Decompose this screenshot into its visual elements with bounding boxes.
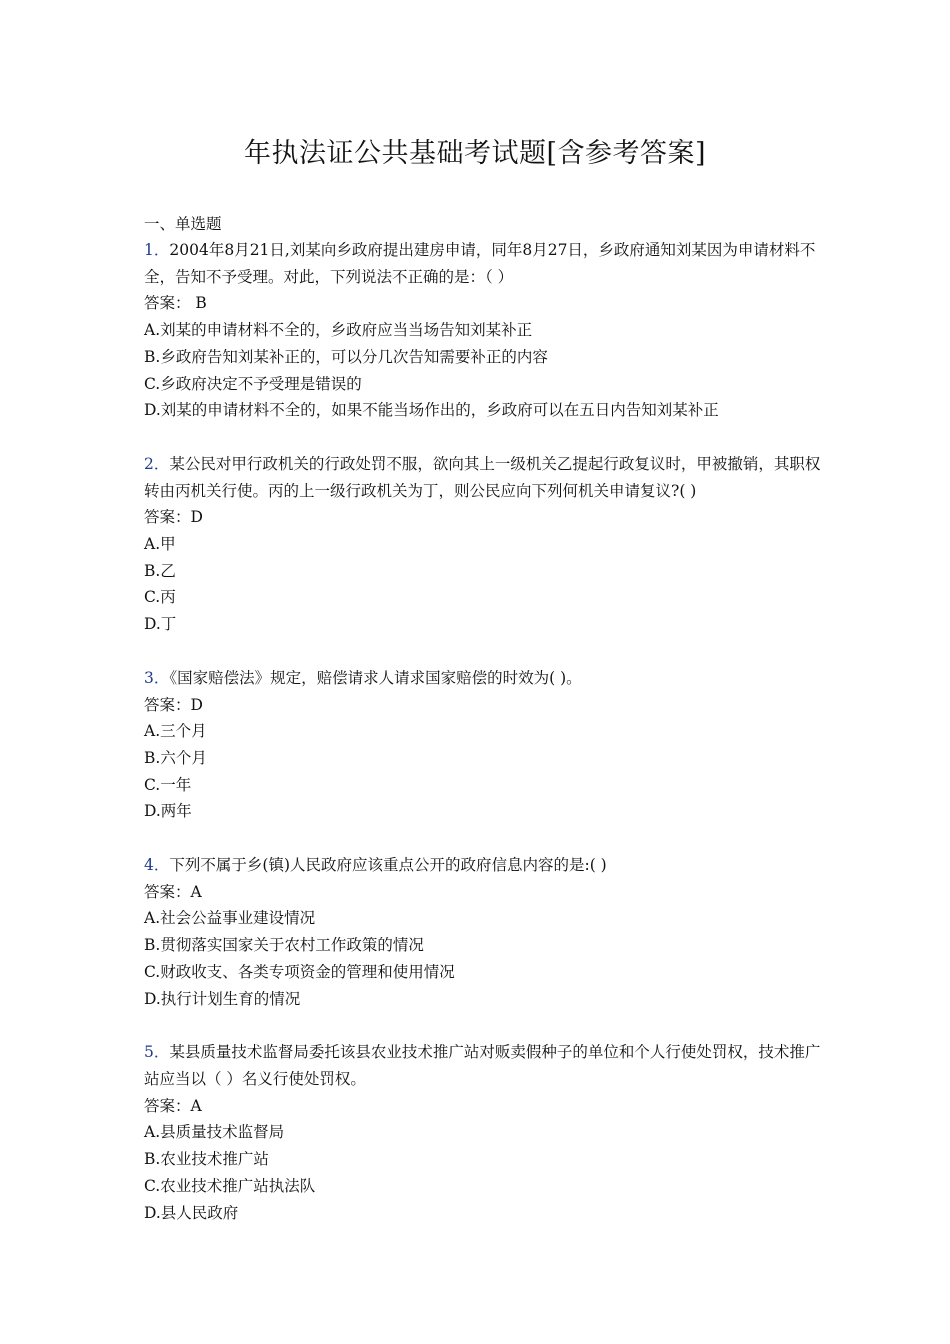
option-a: A.刘某的申请材料不全的，乡政府应当当场告知刘某补正 [144, 321, 533, 340]
section-heading: 一、单选题 [144, 215, 222, 233]
question-1 [144, 237, 824, 424]
question-number: 1． [144, 241, 170, 259]
question-number: 4． [144, 856, 170, 875]
option-d: D.丁 [144, 615, 177, 634]
question-text: 某公民对甲行政机关的行政处罚不服，欲向其上一级机关乙提起行政复议时，甲被撤销，其职权转由丙机关行使。丙的上一级行政机关为丁，则公民应向下列何机关申请复议?( ) [144, 454, 821, 500]
question-3 [144, 665, 824, 825]
answer-line: 答案：D [144, 508, 203, 527]
option-c: C.乡政府决定不予受理是错误的 [144, 374, 362, 393]
question-stem [144, 1039, 824, 1092]
answer-line: 答案：A [144, 882, 202, 901]
question-text: 某县质量技术监督局委托该县农业技术推广站对贩卖假种子的单位和个人行使处罚权，技术推广站应当以（ ）名义行使处罚权。 [144, 1043, 821, 1088]
question-number: 3． [144, 668, 170, 687]
question-stem [144, 852, 824, 879]
option-c: C.一年 [144, 775, 192, 794]
question-stem [144, 451, 824, 504]
option-a: A.县质量技术监督局 [144, 1123, 285, 1142]
question-5 [144, 1039, 824, 1226]
option-b: B.乡政府告知刘某补正的，可以分几次告知需要补正的内容 [144, 347, 548, 366]
option-d: D.两年 [144, 802, 192, 821]
option-a: A.甲 [144, 535, 176, 554]
option-b: B.贯彻落实国家关于农村工作政策的情况 [144, 936, 424, 955]
option-c: C.农业技术推广站执法队 [144, 1176, 316, 1195]
option-a: A.社会公益事业建设情况 [144, 909, 316, 928]
option-b: B.乙 [144, 561, 176, 580]
question-text: 《国家赔偿法》规定，赔偿请求人请求国家赔偿的时效为( )。 [169, 668, 582, 687]
option-b: B.农业技术推广站 [144, 1150, 269, 1169]
answer-line: 答案：D [144, 695, 203, 714]
question-text: 下列不属于乡(镇)人民政府应该重点公开的政府信息内容的是:( ) [169, 856, 607, 875]
document-title: 年执法证公共基础考试题[含参考答案] [243, 138, 707, 169]
question-number: 5． [144, 1043, 170, 1062]
document-content [144, 211, 824, 1226]
option-d: D.县人民政府 [144, 1203, 239, 1222]
question-2 [144, 451, 824, 638]
option-c: C.财政收支、各类专项资金的管理和使用情况 [144, 962, 455, 981]
question-stem [144, 237, 824, 290]
option-a: A.三个月 [144, 722, 207, 741]
question-number: 2． [144, 454, 170, 473]
question-4 [144, 852, 824, 1012]
question-text: 2004年8月21日,刘某向乡政府提出建房申请，同年8月27日，乡政府通知刘某因为申请材料不全，告知不予受理。对此，下列说法不正确的是：（ ） [144, 241, 816, 286]
answer-line: 答案： B [144, 294, 207, 313]
option-d: D.刘某的申请材料不全的，如果不能当场作出的，乡政府可以在五日内告知刘某补正 [144, 401, 719, 420]
question-stem [144, 665, 824, 692]
option-d: D.执行计划生育的情况 [144, 989, 301, 1008]
option-c: C.丙 [144, 588, 176, 607]
answer-line: 答案：A [144, 1096, 202, 1115]
option-b: B.六个月 [144, 748, 207, 767]
